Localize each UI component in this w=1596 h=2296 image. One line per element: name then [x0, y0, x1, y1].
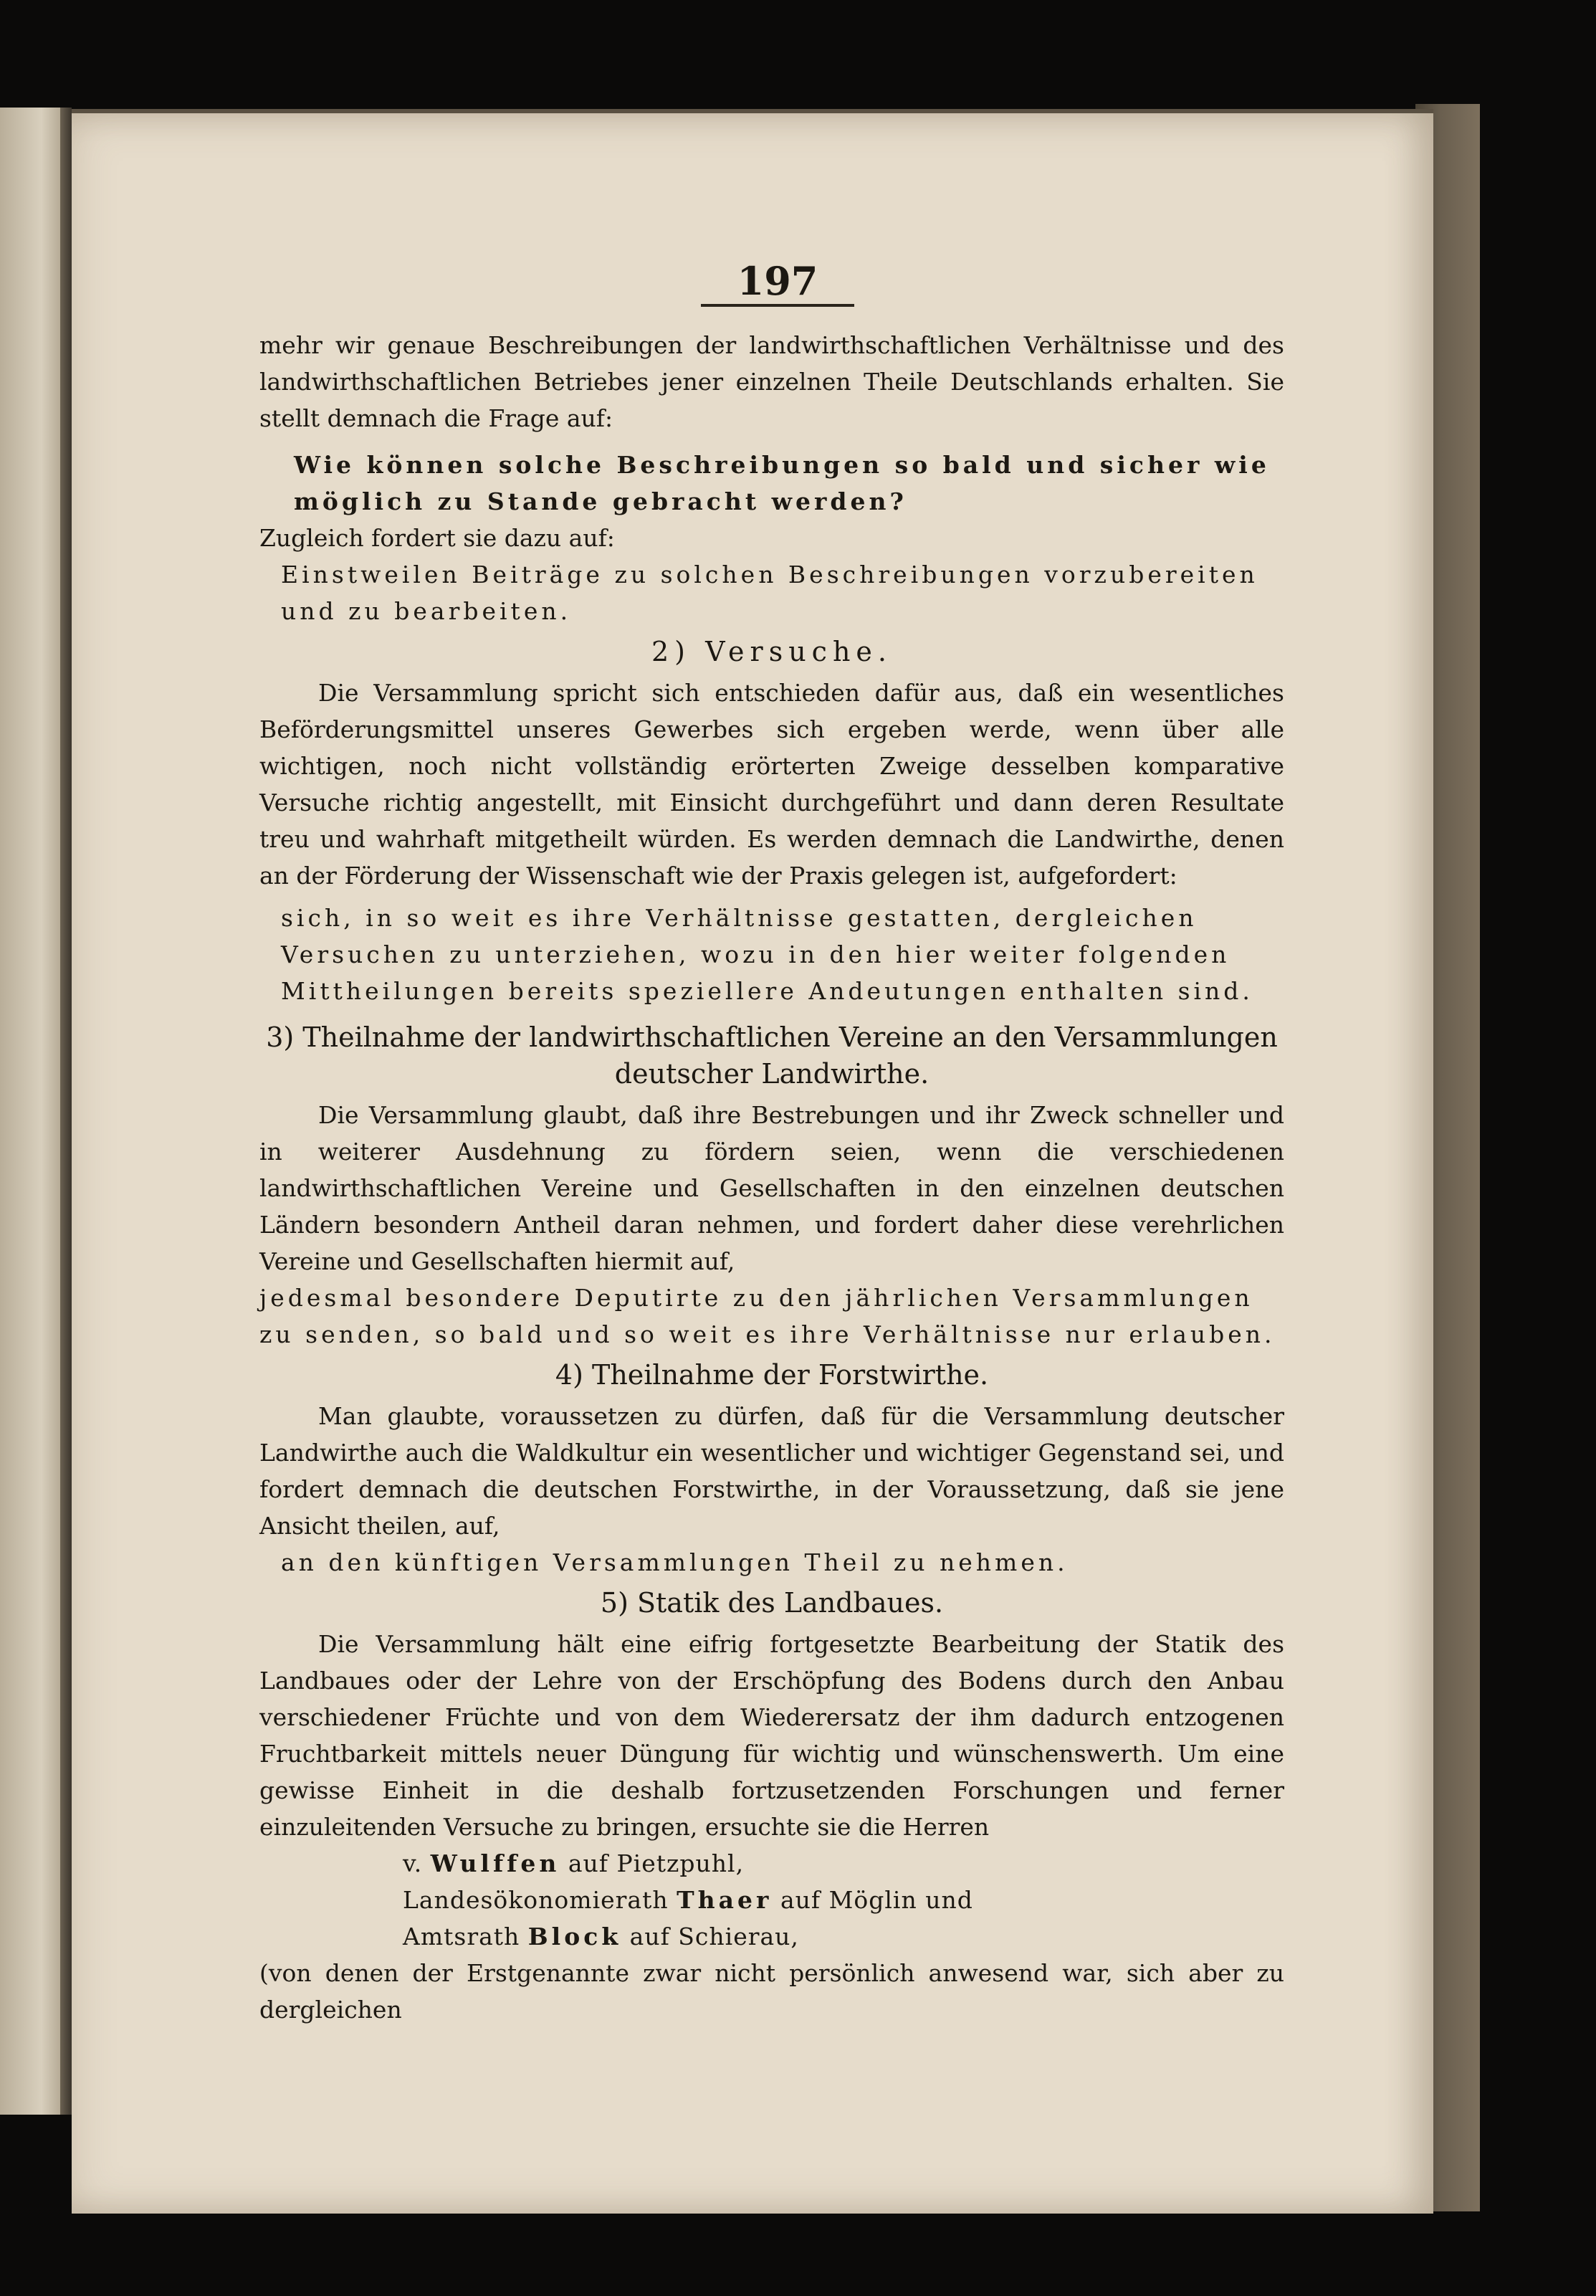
facing-page-edge	[0, 108, 69, 2115]
name-line	[259, 1845, 1284, 1882]
name-suffix: auf Möglin und	[772, 1886, 973, 1914]
page-body	[259, 327, 1284, 2028]
section-heading-3: 3) Theilnahme der landwirthschaftlichen Vereine an den Versammlungen deutscher Landwirthe.	[266, 1021, 1278, 1090]
request-paragraph: an den künftigen Versammlungen Theil zu nehmen.	[281, 1548, 1069, 1576]
section-heading-5: 5) Statik des Landbaues.	[600, 1587, 944, 1619]
name-prefix: Amtsrath	[403, 1923, 528, 1950]
paragraph: (von denen der Erstgenannte zwar nicht persönlich anwesend war, sich aber zu dergleichen	[259, 1959, 1284, 2024]
request-paragraph: Einstweilen Beiträge zu solchen Beschreibungen vorzubereiten und zu bearbeiten.	[281, 561, 1258, 625]
request-paragraph: jedesmal besondere Deputirte zu den jährlichen Versammlungen zu senden, so bald und so weit es ihre Verhältnisse nur erlauben.	[259, 1284, 1276, 1348]
name-prefix: v.	[403, 1849, 431, 1877]
name-suffix: auf Pietzpuhl,	[560, 1849, 745, 1877]
person-name: Wulffen	[430, 1849, 560, 1877]
person-name: Thaer	[677, 1886, 773, 1914]
question-paragraph: Wie können solche Beschreibungen so bald und sicher wie möglich zu Stande gebracht werden?	[294, 451, 1270, 515]
name-line	[259, 1882, 1284, 1918]
page-number: 197	[737, 258, 818, 304]
header-rule	[701, 304, 854, 307]
facing-page-shadow	[60, 108, 72, 2115]
name-line	[259, 1918, 1284, 1955]
name-suffix: auf Schierau,	[621, 1923, 799, 1950]
person-name: Block	[527, 1923, 622, 1950]
paragraph: Die Versammlung glaubt, daß ihre Bestrebungen und ihr Zweck schneller und in weiterer Ausdehnung zu fördern seien, wenn die verschiedenen landwirthschaftlichen Vereine und Gesellschaften in den einzelnen deutschen Ländern besondern Antheil daran nehmen, und fordert daher diese verehrlichen Vereine und Gesellschaften hiermit auf,	[259, 1101, 1284, 1275]
section-heading-2: 2) Versuche.	[651, 636, 892, 667]
paragraph: Die Versammlung hält eine eifrig fortgesetzte Bearbeitung der Statik des Landbaues oder der Lehre von der Erschöpfung des Bodens durch den Anbau verschiedener Früchte und von dem Wiederersatz der ihm dadurch entzogenen Fruchtbarkeit mittels neuer Düngung für wichtig und wünschenswerth. Um eine gewisse Einheit in die deshalb fortzusetzenden Forschungen und ferner einzuleitenden Versuche zu bringen, ersuchte sie die Herren	[259, 1630, 1284, 1841]
paragraph: Man glaubte, voraussetzen zu dürfen, daß für die Versammlung deutscher Landwirthe auch die Waldkultur ein wesentlicher und wichtiger Gegenstand sei, und fordert demnach die deutschen Forstwirthe, in der Voraussetzung, daß sie jene Ansicht theilen, auf,	[259, 1402, 1284, 1540]
section-heading-4: 4) Theilnahme der Forstwirthe.	[555, 1359, 989, 1391]
paragraph: Zugleich fordert sie dazu auf:	[259, 524, 615, 552]
paragraph: Die Versammlung spricht sich entschieden dafür aus, daß ein wesentliches Beförderungsmittel unseres Gewerbes sich ergeben werde, wenn über alle wichtigen, noch nicht vollständig erörterten Zweige desselben komparative Versuche richtig angestellt, mit Einsicht durchgeführt und dann deren Resultate treu und wahrhaft mitgetheilt würden. Es werden demnach die Landwirthe, denen an der Förderung der Wissenschaft wie der Praxis gelegen ist, aufgefordert:	[259, 679, 1284, 890]
name-prefix: Landesökonomierath	[403, 1886, 677, 1914]
paragraph: mehr wir genaue Beschreibungen der landwirthschaftlichen Verhältnisse und des landwirthschaftlichen Betriebes jener einzelnen Theile Deutschlands erhalten. Sie stellt demnach die Frage auf:	[259, 331, 1284, 432]
request-paragraph: sich, in so weit es ihre Verhältnisse gestatten, dergleichen Versuchen zu unterziehen, wozu in den hier weiter folgenden Mittheilungen bereits speziellere Andeutungen enthalten sind.	[281, 904, 1253, 1005]
